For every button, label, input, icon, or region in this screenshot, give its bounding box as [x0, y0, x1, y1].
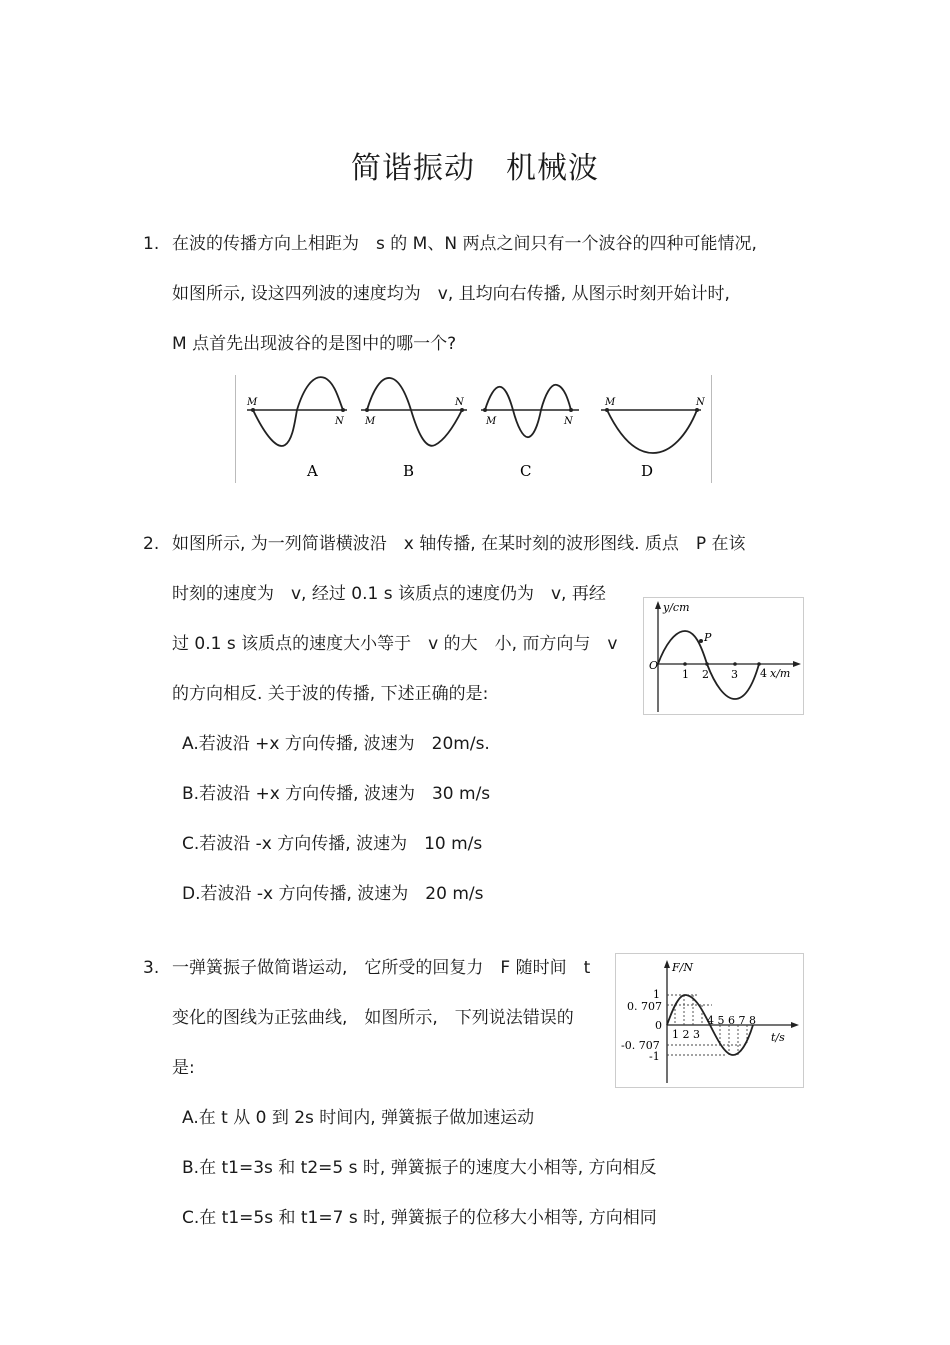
x-tick-label: 4 [760, 667, 767, 680]
question-2-number: 2. [143, 534, 160, 554]
x-tick-label: 2 [702, 668, 709, 681]
label-n: N [335, 416, 344, 427]
label-n: N [564, 416, 573, 427]
wave-panel-a [246, 377, 347, 480]
y-tick-label: 0 [655, 1019, 662, 1032]
point-p-label: P [704, 631, 712, 644]
question-2-option-c: C.若波沿 -x 方向传播, 波速为 10 m/s [182, 834, 483, 854]
question-2-option-d: D.若波沿 -x 方向传播, 波速为 20 m/s [182, 884, 484, 904]
question-2-option-b: B.若波沿 +x 方向传播, 波速为 30 m/s [182, 784, 491, 804]
y-tick-label: 0. 707 [627, 1000, 662, 1013]
page-title: 简谐振动 机械波 [351, 151, 599, 186]
x-tick-label: 1 [682, 668, 689, 681]
question-2-wave-graph [643, 597, 804, 715]
x-tick-label: 1 2 3 [672, 1028, 700, 1041]
y-tick-label: -0. 707 [621, 1039, 660, 1052]
question-3-option-a: A.在 t 从 0 到 2s 时间内, 弹簧振子做加速运动 [182, 1108, 535, 1128]
question-2-line: 如图所示, 为一列简谐横波沿 x 轴传播, 在某时刻的波形图线. 质点 P 在该 [172, 534, 746, 554]
question-1-line: M 点首先出现波谷的是图中的哪一个? [172, 334, 457, 354]
question-1-number: 1. [143, 234, 160, 254]
question-3-number: 3. [143, 958, 160, 978]
question-3-force-graph [615, 953, 804, 1088]
y-axis-label: F/N [672, 961, 693, 974]
panel-label-a: A [307, 462, 318, 480]
question-2-line: 过 0.1 s 该质点的速度大小等于 v 的大 小, 而方向与 v [172, 634, 618, 654]
panel-label-b: B [403, 462, 415, 480]
label-n: N [455, 397, 464, 408]
question-3-line: 一弹簧振子做简谐运动, 它所受的回复力 F 随时间 t [172, 958, 591, 978]
panel-label-c: C [520, 462, 532, 480]
question-1-figure [235, 375, 712, 483]
label-m: M [486, 416, 497, 427]
x-axis-label: t/s [771, 1031, 785, 1044]
wave-panel-c [481, 385, 579, 480]
label-m: M [247, 397, 258, 408]
question-3-option-b: B.在 t1=3s 和 t2=5 s 时, 弹簧振子的速度大小相等, 方向相反 [182, 1158, 657, 1178]
label-m: M [365, 416, 376, 427]
x-tick-label: 3 [731, 668, 738, 681]
question-1-line: 在波的传播方向上相距为 s 的 M、N 两点之间只有一个波谷的四种可能情况, [172, 234, 757, 254]
label-m: M [605, 397, 616, 408]
origin-label: O [649, 659, 659, 672]
y-tick-label: 1 [653, 988, 660, 1001]
x-tick-label: 4 5 6 7 8 [707, 1014, 756, 1027]
question-2-line: 的方向相反. 关于波的传播, 下述正确的是: [172, 684, 489, 704]
label-n: N [696, 397, 705, 408]
x-axis-label: x/m [770, 667, 791, 680]
y-axis-label: y/cm [663, 601, 690, 614]
question-2-line: 时刻的速度为 v, 经过 0.1 s 该质点的速度仍为 v, 再经 [172, 584, 606, 604]
wave-panel-b [361, 378, 467, 480]
question-3-line: 是: [172, 1058, 195, 1078]
wave-panel-d [601, 397, 706, 480]
question-3-line: 变化的图线为正弦曲线, 如图所示, 下列说法错误的 [172, 1008, 574, 1028]
y-tick-label: -1 [649, 1050, 660, 1063]
panel-label-d: D [641, 462, 654, 480]
question-1-line: 如图所示, 设这四列波的速度均为 v, 且均向右传播, 从图示时刻开始计时, [172, 284, 730, 304]
question-3-option-c: C.在 t1=5s 和 t1=7 s 时, 弹簧振子的位移大小相等, 方向相同 [182, 1208, 657, 1228]
question-2-option-a: A.若波沿 +x 方向传播, 波速为 20m/s. [182, 734, 490, 754]
